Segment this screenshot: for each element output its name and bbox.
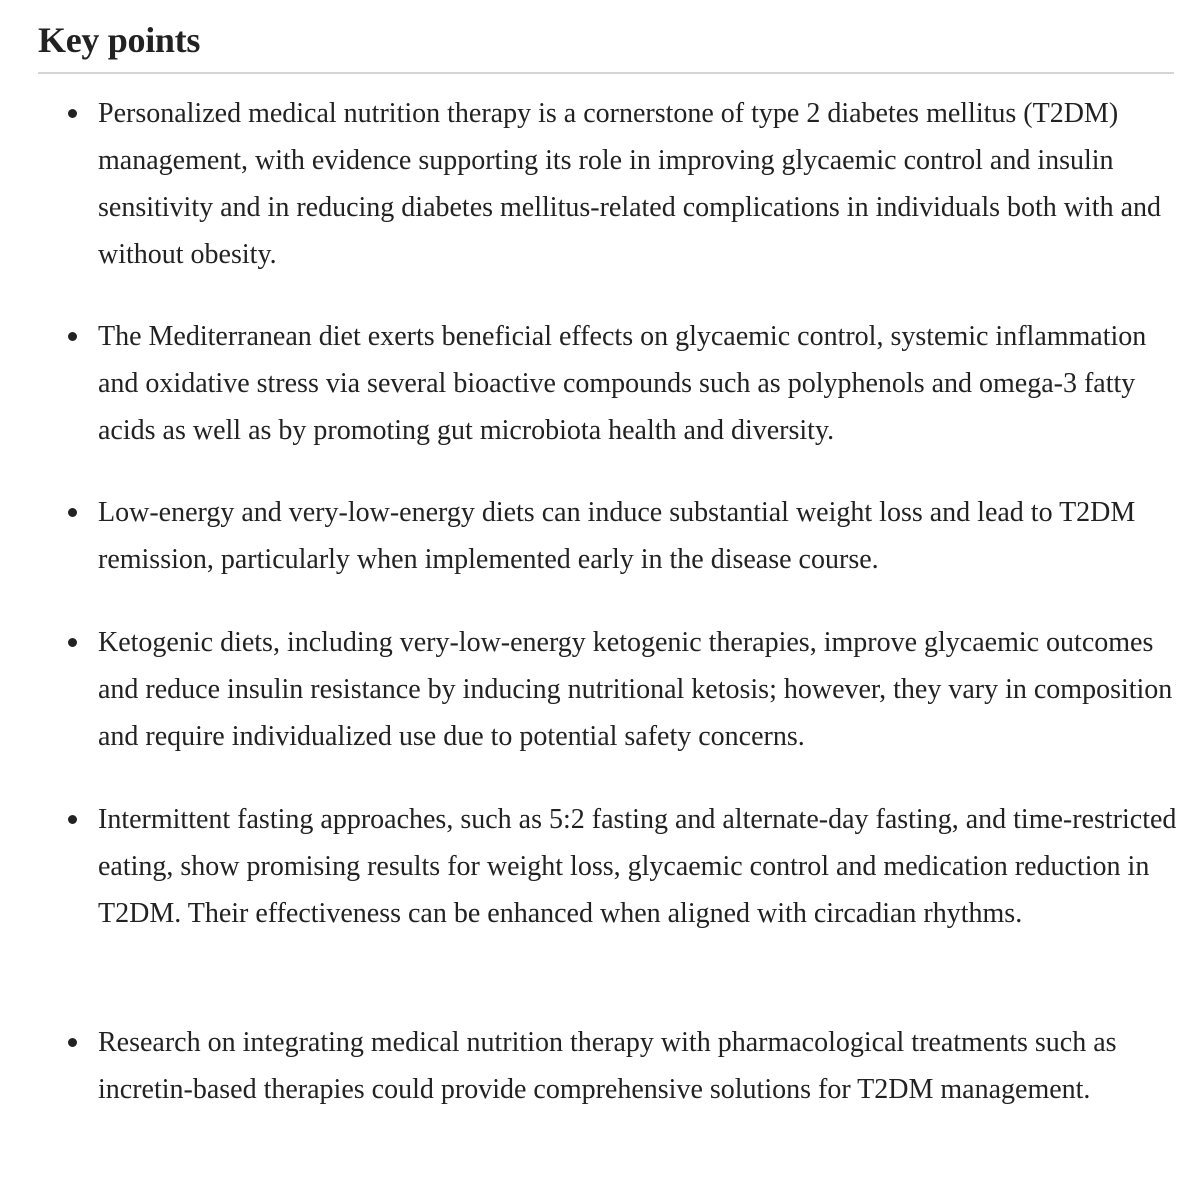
bullet-icon xyxy=(68,90,80,137)
key-points-section xyxy=(38,14,1177,1105)
point-text: Low-energy and very-low-energy diets can induce substantial weight loss and lead to T2DM remission, particularly when implemented early in the disease course. xyxy=(98,497,1136,575)
list-item xyxy=(98,90,1178,278)
list-item xyxy=(98,313,1178,454)
bullet-icon xyxy=(68,1019,80,1066)
list-item xyxy=(98,619,1178,760)
point-text: Personalized medical nutrition therapy is a cornerstone of type 2 diabetes mellitus (T2DM) management, with evidence supporting its role in improving glycaemic control and insulin sensitivity and in reducing diabetes mellitus-related complications in individuals both with and without obesity. xyxy=(98,98,1162,270)
point-text: Research on integrating medical nutrition therapy with pharmacological treatments such as incretin-based therapies could provide comprehensive solutions for T2DM management. xyxy=(98,1027,1117,1105)
section-heading: Key points xyxy=(38,20,201,60)
point-text: Ketogenic diets, including very-low-energy ketogenic therapies, improve glycaemic outcomes and reduce insulin resistance by inducing nutritional ketosis; however, they vary in composition and require individualized use due to potential safety concerns. xyxy=(98,627,1173,752)
list-item xyxy=(98,1019,1178,1113)
list-item xyxy=(98,796,1178,937)
point-text: The Mediterranean diet exerts beneficial effects on glycaemic control, systemic inflammation and oxidative stress via several bioactive compounds such as polyphenols and omega-3 fatty acids as well as by promoting gut microbiota health and diversity. xyxy=(98,321,1147,446)
bullet-icon xyxy=(68,489,80,536)
bullet-icon xyxy=(68,313,80,360)
list-item xyxy=(98,489,1178,583)
bullet-icon xyxy=(68,619,80,666)
heading-divider xyxy=(38,72,1174,74)
bullet-icon xyxy=(68,796,80,843)
point-text: Intermittent fasting approaches, such as 5:2 fasting and alternate-day fasting, and time-restricted eating, show promising results for weight loss, glycaemic control and medication reduction in T2DM. Their effectiveness can be enhanced when aligned with circadian rhythms. xyxy=(98,804,1177,929)
